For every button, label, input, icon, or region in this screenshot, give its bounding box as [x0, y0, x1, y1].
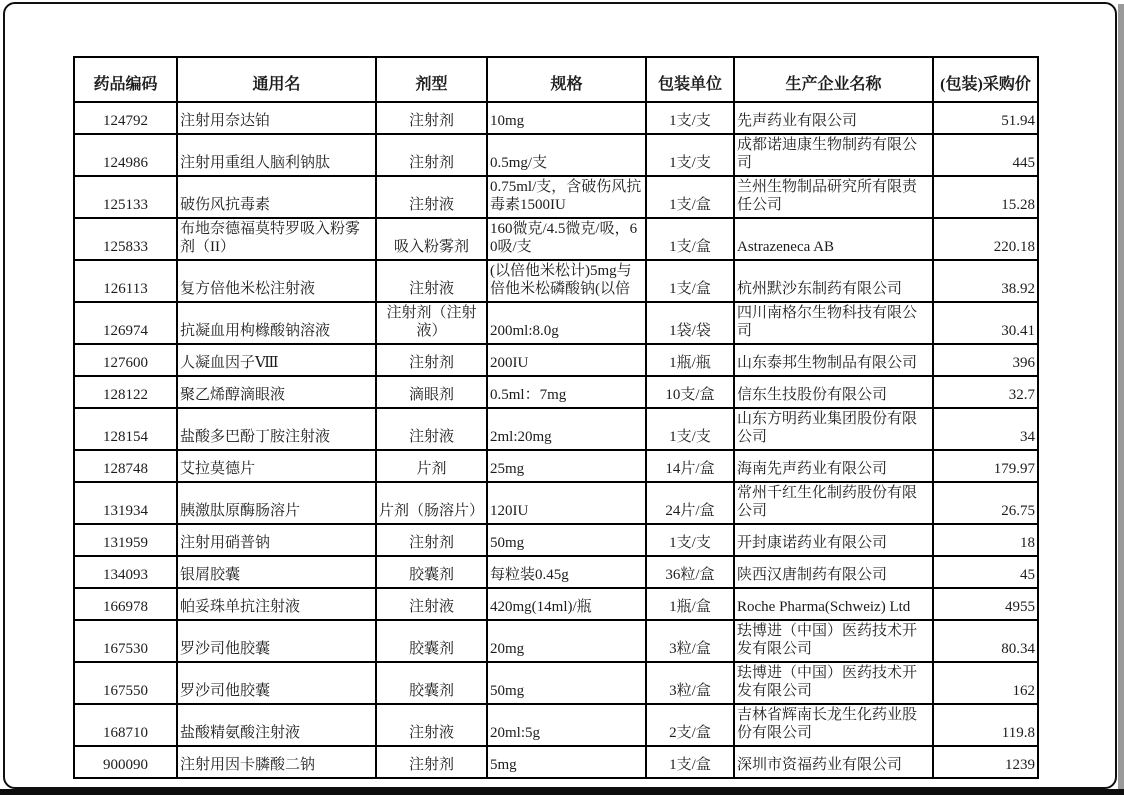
column-header-form: 剂型 [376, 57, 487, 102]
cell-manufacturer: 杭州默沙东制药有限公司 [734, 260, 933, 302]
cell-form: 注射液 [376, 704, 487, 746]
cell-unit: 1支/支 [646, 134, 734, 176]
cell-price: 4955 [933, 588, 1038, 620]
cell-spec: 120IU [487, 482, 646, 524]
cell-form: 注射剂 [376, 102, 487, 134]
cell-name: 抗凝血用枸橼酸钠溶液 [177, 302, 376, 344]
cell-price: 51.94 [933, 102, 1038, 134]
cell-form: 滴眼剂 [376, 376, 487, 408]
cell-price: 45 [933, 556, 1038, 588]
cell-price: 32.7 [933, 376, 1038, 408]
cell-name: 帕妥珠单抗注射液 [177, 588, 376, 620]
cell-name: 银屑胶囊 [177, 556, 376, 588]
cell-unit: 3粒/盒 [646, 662, 734, 704]
cell-spec: 20mg [487, 620, 646, 662]
cell-manufacturer: Roche Pharma(Schweiz) Ltd [734, 588, 933, 620]
cell-manufacturer: 信东生技股份有限公司 [734, 376, 933, 408]
cell-spec: 0.75ml/支，含破伤风抗毒素1500IU [487, 176, 646, 218]
cell-manufacturer: 先声药业有限公司 [734, 102, 933, 134]
cell-spec: 420mg(14ml)/瓶 [487, 588, 646, 620]
table-row [74, 524, 1038, 556]
cell-form: 胶囊剂 [376, 620, 487, 662]
table-row [74, 102, 1038, 134]
cell-form: 吸入粉雾剂 [376, 218, 487, 260]
cell-code: 131934 [74, 482, 177, 524]
cell-spec: 2ml:20mg [487, 408, 646, 450]
cell-price: 18 [933, 524, 1038, 556]
column-header-manufacturer: 生产企业名称 [734, 57, 933, 102]
cell-manufacturer: 海南先声药业有限公司 [734, 450, 933, 482]
cell-form: 注射剂 [376, 134, 487, 176]
cell-unit: 10支/盒 [646, 376, 734, 408]
cell-name: 聚乙烯醇滴眼液 [177, 376, 376, 408]
cell-code: 134093 [74, 556, 177, 588]
header-row [74, 57, 1038, 102]
cell-manufacturer: 四川南格尔生物科技有限公司 [734, 302, 933, 344]
cell-manufacturer: 常州千红生化制药股份有限公司 [734, 482, 933, 524]
cell-price: 1239 [933, 746, 1038, 778]
table-row [74, 746, 1038, 778]
column-header-code: 药品编码 [74, 57, 177, 102]
cell-unit: 1支/盒 [646, 176, 734, 218]
cell-code: 128122 [74, 376, 177, 408]
cell-code: 128748 [74, 450, 177, 482]
cell-spec: 10mg [487, 102, 646, 134]
cell-name: 人凝血因子Ⅷ [177, 344, 376, 376]
table-row [74, 218, 1038, 260]
table-row [74, 302, 1038, 344]
cell-name: 艾拉莫德片 [177, 450, 376, 482]
cell-unit: 1瓶/盒 [646, 588, 734, 620]
cell-code: 124986 [74, 134, 177, 176]
column-header-unit: 包装单位 [646, 57, 734, 102]
table-body [74, 102, 1038, 778]
cell-name: 破伤风抗毒素 [177, 176, 376, 218]
cell-unit: 1支/盒 [646, 260, 734, 302]
cell-spec: 每粒装0.45g [487, 556, 646, 588]
cell-code: 167530 [74, 620, 177, 662]
page-sheet [3, 2, 1117, 789]
cell-form: 注射剂 [376, 524, 487, 556]
cell-unit: 1支/盒 [646, 218, 734, 260]
cell-name: 盐酸精氨酸注射液 [177, 704, 376, 746]
cell-manufacturer: 开封康诺药业有限公司 [734, 524, 933, 556]
column-header-name: 通用名 [177, 57, 376, 102]
cell-name: 罗沙司他胶囊 [177, 662, 376, 704]
cell-spec: 5mg [487, 746, 646, 778]
cell-manufacturer: 陕西汉唐制药有限公司 [734, 556, 933, 588]
table-row [74, 344, 1038, 376]
cell-price: 119.8 [933, 704, 1038, 746]
cell-name: 罗沙司他胶囊 [177, 620, 376, 662]
table-row [74, 408, 1038, 450]
cell-unit: 3粒/盒 [646, 620, 734, 662]
column-header-spec: 规格 [487, 57, 646, 102]
cell-price: 30.41 [933, 302, 1038, 344]
cell-code: 125833 [74, 218, 177, 260]
cell-name: 布地奈德福莫特罗吸入粉雾剂（II） [177, 218, 376, 260]
cell-code: 127600 [74, 344, 177, 376]
cell-code: 900090 [74, 746, 177, 778]
cell-name: 盐酸多巴酚丁胺注射液 [177, 408, 376, 450]
cell-form: 胶囊剂 [376, 556, 487, 588]
cell-form: 片剂（肠溶片） [376, 482, 487, 524]
cell-unit: 36粒/盒 [646, 556, 734, 588]
cell-code: 125133 [74, 176, 177, 218]
cell-spec: 200ml:8.0g [487, 302, 646, 344]
cell-price: 162 [933, 662, 1038, 704]
cell-unit: 1支/支 [646, 524, 734, 556]
cell-price: 34 [933, 408, 1038, 450]
cell-code: 124792 [74, 102, 177, 134]
cell-code: 131959 [74, 524, 177, 556]
cell-spec: 25mg [487, 450, 646, 482]
cell-price: 445 [933, 134, 1038, 176]
cell-manufacturer: Astrazeneca AB [734, 218, 933, 260]
table-row [74, 588, 1038, 620]
cell-manufacturer: 珐博进（中国）医药技术开发有限公司 [734, 620, 933, 662]
table-row [74, 176, 1038, 218]
cell-manufacturer: 山东方明药业集团股份有限公司 [734, 408, 933, 450]
table-row [74, 134, 1038, 176]
cell-form: 注射剂 [376, 746, 487, 778]
column-header-price: (包装)采购价 [933, 57, 1038, 102]
cell-name: 胰激肽原酶肠溶片 [177, 482, 376, 524]
cell-price: 26.75 [933, 482, 1038, 524]
cell-unit: 24片/盒 [646, 482, 734, 524]
cell-code: 126113 [74, 260, 177, 302]
scan-edge-bottom [0, 789, 1124, 795]
cell-spec: 50mg [487, 662, 646, 704]
cell-unit: 1支/支 [646, 408, 734, 450]
cell-code: 168710 [74, 704, 177, 746]
cell-form: 注射液 [376, 260, 487, 302]
cell-name: 复方倍他米松注射液 [177, 260, 376, 302]
cell-manufacturer: 成都诺迪康生物制药有限公司 [734, 134, 933, 176]
scan-edge-right [1118, 4, 1124, 795]
cell-unit: 14片/盒 [646, 450, 734, 482]
cell-form: 注射液 [376, 408, 487, 450]
cell-spec: 0.5mg/支 [487, 134, 646, 176]
cell-form: 注射剂 [376, 344, 487, 376]
drug-procurement-table [73, 56, 1039, 779]
cell-price: 396 [933, 344, 1038, 376]
cell-price: 15.28 [933, 176, 1038, 218]
cell-price: 38.92 [933, 260, 1038, 302]
cell-manufacturer: 珐博进（中国）医药技术开发有限公司 [734, 662, 933, 704]
cell-unit: 2支/盒 [646, 704, 734, 746]
cell-manufacturer: 深圳市资福药业有限公司 [734, 746, 933, 778]
table-row [74, 704, 1038, 746]
cell-unit: 1支/支 [646, 102, 734, 134]
table-row [74, 450, 1038, 482]
cell-code: 166978 [74, 588, 177, 620]
cell-form: 注射液 [376, 176, 487, 218]
cell-name: 注射用奈达铂 [177, 102, 376, 134]
cell-form: 注射剂（注射液） [376, 302, 487, 344]
cell-spec: 160微克/4.5微克/吸，60吸/支 [487, 218, 646, 260]
cell-form: 注射液 [376, 588, 487, 620]
cell-manufacturer: 吉林省辉南长龙生化药业股份有限公司 [734, 704, 933, 746]
cell-spec: 20ml:5g [487, 704, 646, 746]
cell-spec: 200IU [487, 344, 646, 376]
cell-unit: 1袋/袋 [646, 302, 734, 344]
cell-name: 注射用因卡膦酸二钠 [177, 746, 376, 778]
table-row [74, 376, 1038, 408]
cell-name: 注射用硝普钠 [177, 524, 376, 556]
table-row [74, 556, 1038, 588]
table-row [74, 662, 1038, 704]
cell-form: 片剂 [376, 450, 487, 482]
cell-spec: 50mg [487, 524, 646, 556]
cell-code: 128154 [74, 408, 177, 450]
cell-unit: 1瓶/瓶 [646, 344, 734, 376]
table-row [74, 482, 1038, 524]
cell-name: 注射用重组人脑利钠肽 [177, 134, 376, 176]
cell-price: 80.34 [933, 620, 1038, 662]
cell-spec: (以倍他米松计)5mg与倍他米松磷酸钠(以倍 [487, 260, 646, 302]
cell-spec: 0.5ml：7mg [487, 376, 646, 408]
table-row [74, 260, 1038, 302]
cell-price: 179.97 [933, 450, 1038, 482]
cell-manufacturer: 山东泰邦生物制品有限公司 [734, 344, 933, 376]
cell-unit: 1支/盒 [646, 746, 734, 778]
cell-manufacturer: 兰州生物制品研究所有限责任公司 [734, 176, 933, 218]
cell-price: 220.18 [933, 218, 1038, 260]
cell-code: 126974 [74, 302, 177, 344]
cell-form: 胶囊剂 [376, 662, 487, 704]
table-row [74, 620, 1038, 662]
cell-code: 167550 [74, 662, 177, 704]
